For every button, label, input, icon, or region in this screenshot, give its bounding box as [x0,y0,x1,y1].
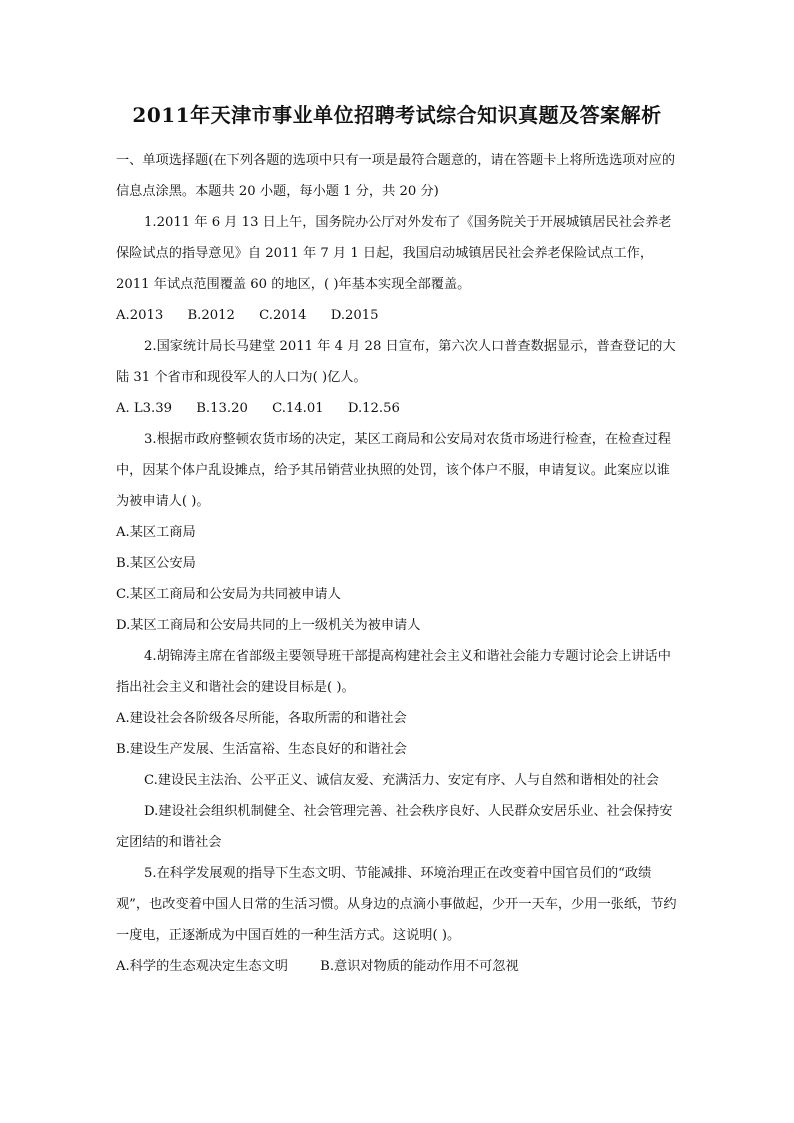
question-5-options [116,951,678,982]
question-5-option-b: B.意识对物质的能动作用不可忽视 [320,959,519,974]
question-1-option-b: B.2012 [187,308,235,323]
question-2-option-a: A. L3.39 [116,401,173,416]
question-2-option-c: C.14.01 [272,401,324,416]
question-2-option-b: B.13.20 [196,401,248,416]
question-4-option-c: C.建设民主法治、公平正义、诚信友爱、充满活力、安定有序、人与自然和谐相处的社会 [144,773,659,788]
question-3-option-a: A.某区工商局 [116,525,196,540]
question-4-option-b: B.建设生产发展、生活富裕、生态良好的和谐社会 [116,742,407,757]
question-3-stem: 3.根据市政府整顿农货市场的决定，某区工商局和公安局对农货市场进行检查，在检查过程中，因某个体户乱设摊点，给予其吊销营业执照的处罚，该个体户不服，申请复议。此案应以谁为被申请人( )。 [116,432,671,509]
question-1-option-c: C.2014 [259,308,307,323]
question-2-stem: 2.国家统计局长马建堂 2011 年 4 月 28 日宣布，第六次人口普查数据显示，普查登记的大陆 31 个省市和现役军人的人口为( )亿人。 [116,339,676,385]
document-title: 2011年天津市事业单位招聘考试综合知识真题及答案解析 [132,103,662,127]
question-3-option-b: B.某区公安局 [116,556,196,571]
question-1-option-a: A.2013 [116,308,164,323]
question-1-stem: 1.2011 年 6 月 13 日上午，国务院办公厅对外发布了《国务院关于开展城镇居民社会养老保险试点的指导意见》自 2011 年 7 月 1 日起，我国启动城镇居民社会养老保险试点工作，2011 年试点范围覆盖 60 的地区，( )年基本实现全部覆盖。 [116,215,672,292]
question-1-options [116,300,678,331]
question-5-stem: 5.在科学发展观的指导下生态文明、节能减排、环境治理正在改变着中国官员们的“政绩观”，也改变着中国人日常的生活习惯。从身边的点滴小事做起，少开一天车，少用一张纸，节约一度电，正逐渐成为中国百姓的一种生活方式。这说明( )。 [116,866,677,943]
question-4-option-d: D.建设社会组织机制健全、社会管理完善、社会秩序良好、人民群众安居乐业、社会保持安定团结的和谐社会 [116,804,673,850]
document-body [116,145,678,982]
question-5-option-a: A.科学的生态观决定生态文明 [116,959,288,974]
question-4-option-a: A.建设社会各阶级各尽所能，各取所需的和谐社会 [116,711,407,726]
question-3-option-d: D.某区工商局和公安局共同的上一级机关为被申请人 [116,618,421,633]
question-4-stem: 4.胡锦涛主席在省部级主要领导班干部提高构建社会主义和谐社会能力专题讨论会上讲话中指出社会主义和谐社会的建设目标是( )。 [116,649,671,695]
section-heading: 一、单项选择题(在下列各题的选项中只有一项是最符合题意的，请在答题卡上将所选选项对应的信息点涂黑。本题共 20 小题，每小题 1 分，共 20 分) [116,153,676,199]
question-2-options [116,393,678,424]
question-1-option-d: D.2015 [330,308,379,323]
question-2-option-d: D.12.56 [347,401,400,416]
question-3-option-c: C.某区工商局和公安局为共同被申请人 [116,587,341,602]
